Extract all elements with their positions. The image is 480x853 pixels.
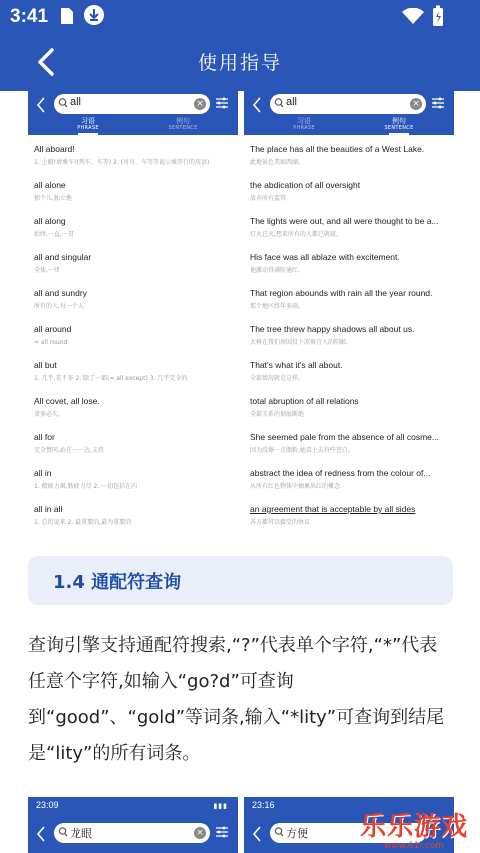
back-arrow-icon (250, 94, 264, 116)
back-arrow-icon (250, 823, 264, 845)
item-translation: 灯火已灭,想来所有的人都已就寝。 (250, 231, 342, 238)
search-input[interactable] (270, 94, 426, 114)
sentence-list (244, 143, 454, 531)
item-text: all along (34, 216, 66, 226)
list-item[interactable] (244, 323, 454, 359)
item-text: all and singular (34, 252, 92, 262)
filter-icon[interactable] (431, 97, 445, 109)
item-text: all and sundry (34, 288, 87, 298)
tab-underline (389, 133, 409, 135)
tab-underline (78, 133, 98, 135)
list-item[interactable] (244, 251, 454, 287)
list-item[interactable] (244, 431, 454, 467)
tab-label: 习语 (81, 117, 95, 125)
item-translation: 那个地区终年多雨。 (250, 303, 305, 310)
item-text: She seemed pale from the absence of all cosme... (250, 432, 439, 442)
clear-icon[interactable]: × (194, 827, 206, 839)
item-translation: 1. 上船!请乘车!(列车、车等) 2. (对舟、车等等说示乘开行的用语) (34, 159, 210, 166)
item-text: That region abounds with rain all the year round. (250, 288, 433, 298)
tab-label: 习语 (297, 117, 311, 125)
item-text: an agreement that is acceptable by all sides (250, 504, 416, 514)
item-translation: 各方都可以接受的协议 (250, 519, 311, 526)
tab-label: 例句 (176, 117, 190, 125)
item-translation: 从所有红色物体中抽象出红的概念 (250, 483, 341, 490)
status-time: 23:16 (252, 800, 275, 810)
back-arrow-icon (34, 823, 48, 845)
status-bar (0, 0, 480, 33)
search-icon (274, 826, 284, 838)
battery-icon (432, 5, 444, 31)
tab-sublabel: SENTENCE (384, 125, 414, 131)
list-item[interactable] (28, 503, 238, 531)
search-header (244, 91, 454, 135)
item-text: All covet, all lose. (34, 396, 100, 406)
item-text: That's what it's all about. (250, 360, 343, 370)
back-arrow-icon (34, 94, 48, 116)
item-text: all but (34, 360, 57, 370)
sentence-panel (244, 91, 454, 531)
item-translation: 贪多必失。 (34, 411, 65, 418)
section-title: 1.4 通配符查询 (53, 572, 182, 593)
item-translation: 放弃所有监管 (250, 195, 287, 202)
item-text: All aboard! (34, 144, 75, 154)
list-item[interactable] (244, 287, 454, 323)
app-bar (0, 33, 480, 91)
section-heading-card (28, 556, 453, 605)
item-translation: 完全赞同,站在一一边,支持 (34, 447, 104, 454)
item-text: all for (34, 432, 55, 442)
search-text: 方便 (286, 828, 308, 840)
search-text: all (286, 96, 298, 108)
item-translation: 因为没擦一点脂粉,她看上去有些苍白。 (250, 447, 354, 454)
item-text: abstract the idea of redness from the colour of... (250, 468, 431, 478)
watermark-title: 乐乐游戏 (359, 812, 468, 842)
phrase-list (28, 143, 238, 531)
item-translation: 独个儿,独立地 (34, 195, 72, 202)
example-screenshot (28, 91, 454, 531)
list-item[interactable] (244, 467, 454, 503)
item-text: The place has all the beauties of a West Lake. (250, 144, 425, 154)
list-item[interactable] (28, 467, 238, 503)
list-item[interactable] (244, 143, 454, 179)
search-header (28, 91, 238, 135)
item-translation: = all round (34, 339, 68, 346)
search-icon (58, 97, 68, 109)
search-input[interactable] (54, 823, 210, 843)
list-item[interactable] (28, 251, 238, 287)
section-body: 查询引擎支持通配符搜索,“?”代表单个字符,“*”代表任意个字符,如输入“go?d”可查询到“good”、“gold”等词条,输入“*lity”可查询到结尾是“lity”的所有词条。 (28, 635, 445, 764)
list-item[interactable] (28, 323, 238, 359)
filter-icon[interactable] (215, 97, 229, 109)
tab-sublabel: PHRASE (293, 125, 315, 131)
item-translation: 1. 几乎,差不多 2. 除了一都(= all except) 3. 几乎完全的 (34, 375, 188, 382)
tab-sublabel: SENTENCE (168, 125, 198, 131)
list-item[interactable] (244, 215, 454, 251)
tab-phrase[interactable] (48, 117, 128, 135)
status-time: 3:41 (10, 6, 49, 27)
item-translation: 此地景色美如西湖。 (250, 159, 305, 166)
list-item[interactable] (244, 179, 454, 215)
status-time: 23:09 (36, 800, 59, 810)
item-text: His face was all ablaze with excitement. (250, 252, 400, 262)
list-item[interactable] (244, 503, 454, 531)
watermark-logo (360, 806, 468, 851)
search-text: 龙眼 (70, 828, 92, 840)
item-text: the abdication of all oversight (250, 180, 361, 190)
page-title: 使用指导 (197, 52, 282, 74)
item-translation: 1. 总的说来 2. 最重要的,最为重要的 (34, 519, 132, 526)
clear-icon[interactable]: × (410, 98, 422, 110)
item-translation: 1. 精疲力竭,筋疲力尽 2. 一切包括在内 (34, 483, 138, 490)
list-item[interactable] (28, 287, 238, 323)
download-icon (84, 5, 104, 29)
item-text: all in all (34, 504, 63, 514)
list-item[interactable] (28, 179, 238, 215)
item-text: all in (34, 468, 52, 478)
tab-label: 例句 (392, 117, 406, 125)
item-translation: 全部关系的彻底断绝 (250, 411, 305, 418)
clear-icon[interactable]: × (194, 98, 206, 110)
tab-sentence[interactable] (359, 117, 439, 135)
list-item[interactable] (28, 431, 238, 467)
list-item[interactable] (28, 359, 238, 395)
item-translation: 大树在我们周围投下凉爽宜人的阴影。 (250, 339, 353, 346)
list-item[interactable] (28, 143, 238, 179)
tab-sentence[interactable] (143, 117, 223, 135)
item-text: The tree threw happy shadows all about us. (250, 324, 415, 334)
item-translation: 全部情况就是这样。 (250, 375, 305, 382)
watermark-url: www.61i.com (383, 841, 445, 851)
filter-icon[interactable] (215, 826, 229, 838)
list-item[interactable] (28, 215, 238, 251)
item-translation: 他激动得满脸通红。 (250, 267, 305, 274)
screenshot-panel-left (28, 797, 238, 853)
phrase-panel (28, 91, 238, 531)
list-item[interactable] (28, 395, 238, 431)
item-translation: 全体,一律 (34, 267, 60, 274)
item-translation: 所有的人,每一个人 (34, 303, 84, 310)
item-translation: 始终,一直,一贯 (34, 231, 74, 238)
list-item[interactable] (244, 359, 454, 395)
tab-phrase[interactable] (264, 117, 344, 135)
item-text: all around (34, 324, 72, 334)
item-text: total abruption of all relations (250, 396, 359, 406)
search-icon (58, 826, 68, 838)
search-text: all (70, 96, 82, 108)
signal-icon: ▮▮▮ (213, 802, 228, 810)
tab-sublabel: PHRASE (77, 125, 99, 131)
item-text: all alone (34, 180, 66, 190)
list-item[interactable] (244, 395, 454, 431)
sim-card-icon (60, 7, 74, 29)
search-icon (274, 97, 284, 109)
wifi-icon (402, 8, 424, 28)
search-input[interactable] (54, 94, 210, 114)
item-text: The lights were out, and all were thought to be a... (250, 216, 439, 226)
